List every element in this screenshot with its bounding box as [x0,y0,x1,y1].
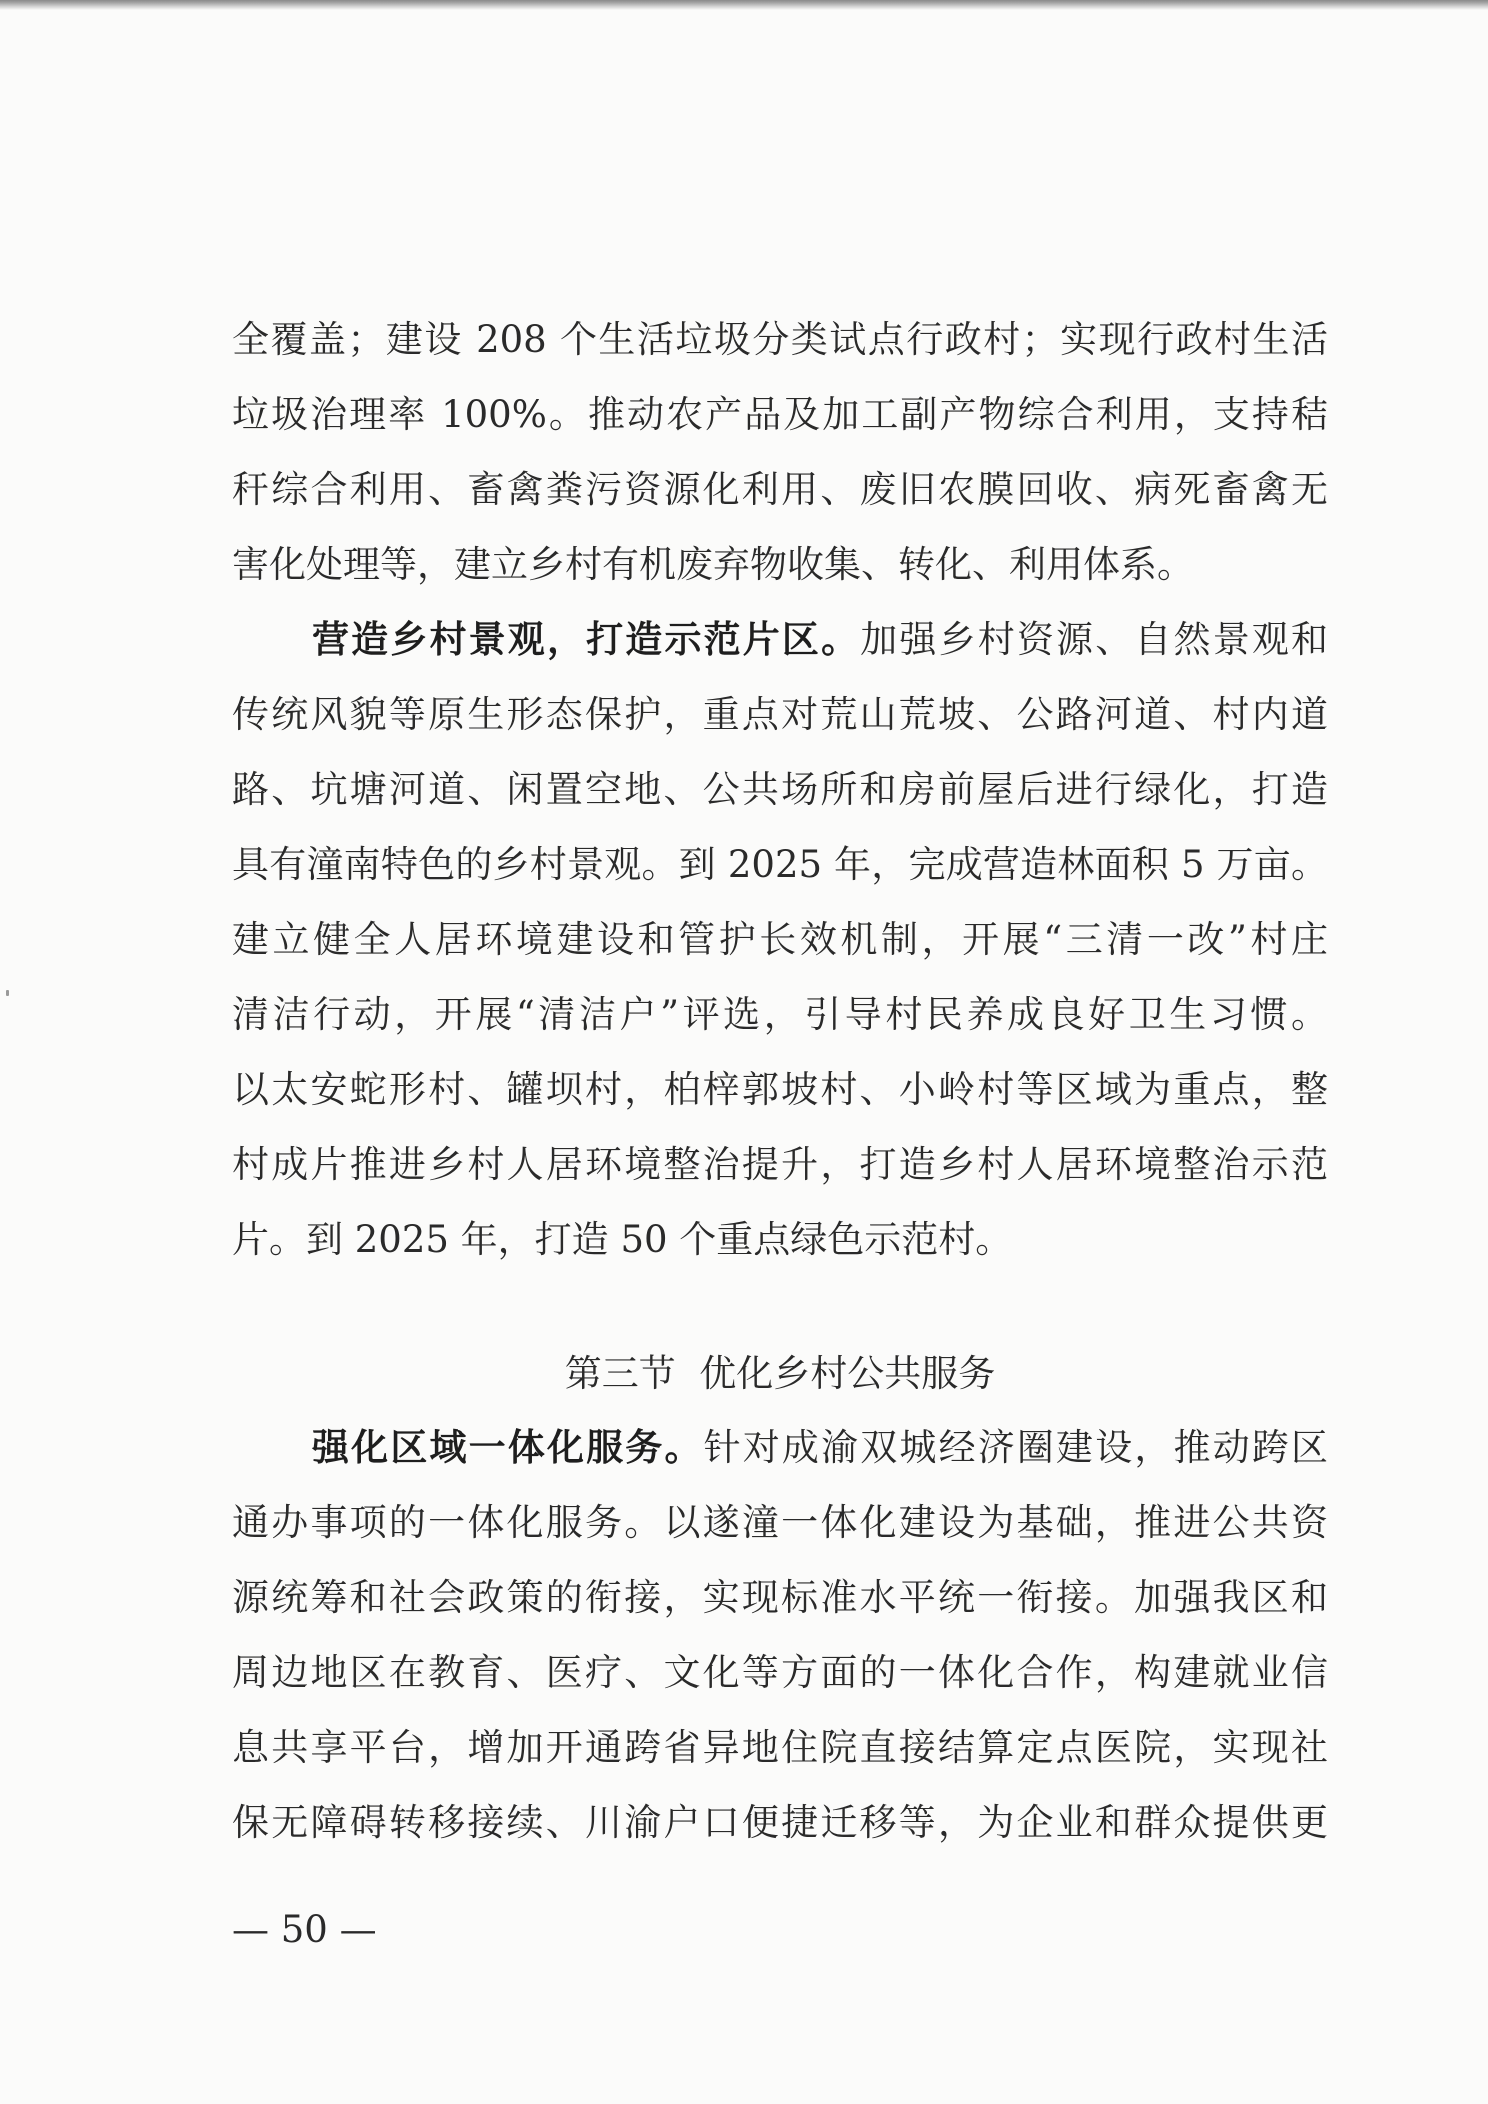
text-line: 具有潼南特色的乡村景观。到 2025 年，完成营造林面积 5 万亩。 [232,843,1328,886]
text-line: 息共享平台，增加开通跨省异地住院直接结算定点医院，实现社 [232,1726,1328,1769]
document-page [232,302,1328,1860]
text-line: 源统筹和社会政策的衔接，实现标准水平统一衔接。加强我区和 [232,1576,1328,1619]
page-number: — 50 — [232,1908,377,1951]
text-line: 周边地区在教育、医疗、文化等方面的一体化合作，构建就业信 [232,1651,1328,1694]
text-span: 针对成渝双城经济圈建设，推动跨区 [703,1426,1329,1469]
section-spacer [232,1277,1328,1338]
text-line: 全覆盖；建设 208 个生活垃圾分类试点行政村；实现行政村生活 [232,318,1328,361]
scan-edge-shadow [0,0,1488,10]
text-span: 加强乡村资源、自然景观和 [860,618,1329,661]
text-line: 害化处理等，建立乡村有机废弃物收集、转化、利用体系。 [232,543,1194,586]
paragraph-waste-management [232,302,1328,602]
text-line: 片。到 2025 年，打造 50 个重点绿色示范村。 [232,1218,1013,1261]
section-number: 第三节 [564,1352,676,1395]
text-line: 垃圾治理率 100%。推动农产品及加工副产物综合利用，支持秸 [232,393,1328,436]
scan-speck [6,990,9,996]
paragraph-lead-heading: 强化区域一体化服务。 [312,1426,704,1469]
text-line: 保无障碍转移接续、川渝户口便捷迁移等，为企业和群众提供更 [232,1801,1328,1844]
text-line: 通办事项的一体化服务。以遂潼一体化建设为基础，推进公共资 [232,1501,1328,1544]
section-title: 优化乡村公共服务 [699,1352,996,1395]
text-line-first [232,1410,1328,1485]
paragraph-regional-integration [232,1410,1328,1860]
text-line: 秆综合利用、畜禽粪污资源化利用、废旧农膜回收、病死畜禽无 [232,468,1328,511]
text-line: 传统风貌等原生形态保护，重点对荒山荒坡、公路河道、村内道 [232,693,1328,736]
text-line: 以太安蛇形村、罐坝村，柏梓郭坡村、小岭村等区域为重点，整 [232,1068,1328,1111]
text-line: 村成片推进乡村人居环境整治提升，打造乡村人居环境整治示范 [232,1143,1328,1186]
text-line: 路、坑塘河道、闲置空地、公共场所和房前屋后进行绿化，打造 [232,768,1328,811]
section-heading [232,1338,1328,1410]
text-line-first [232,602,1328,677]
text-line: 建立健全人居环境建设和管护长效机制，开展“三清一改”村庄 [232,918,1328,961]
text-line: 清洁行动，开展“清洁户”评选，引导村民养成良好卫生习惯。 [232,993,1328,1036]
paragraph-rural-landscape [232,602,1328,1277]
paragraph-lead-heading: 营造乡村景观，打造示范片区。 [312,618,861,661]
